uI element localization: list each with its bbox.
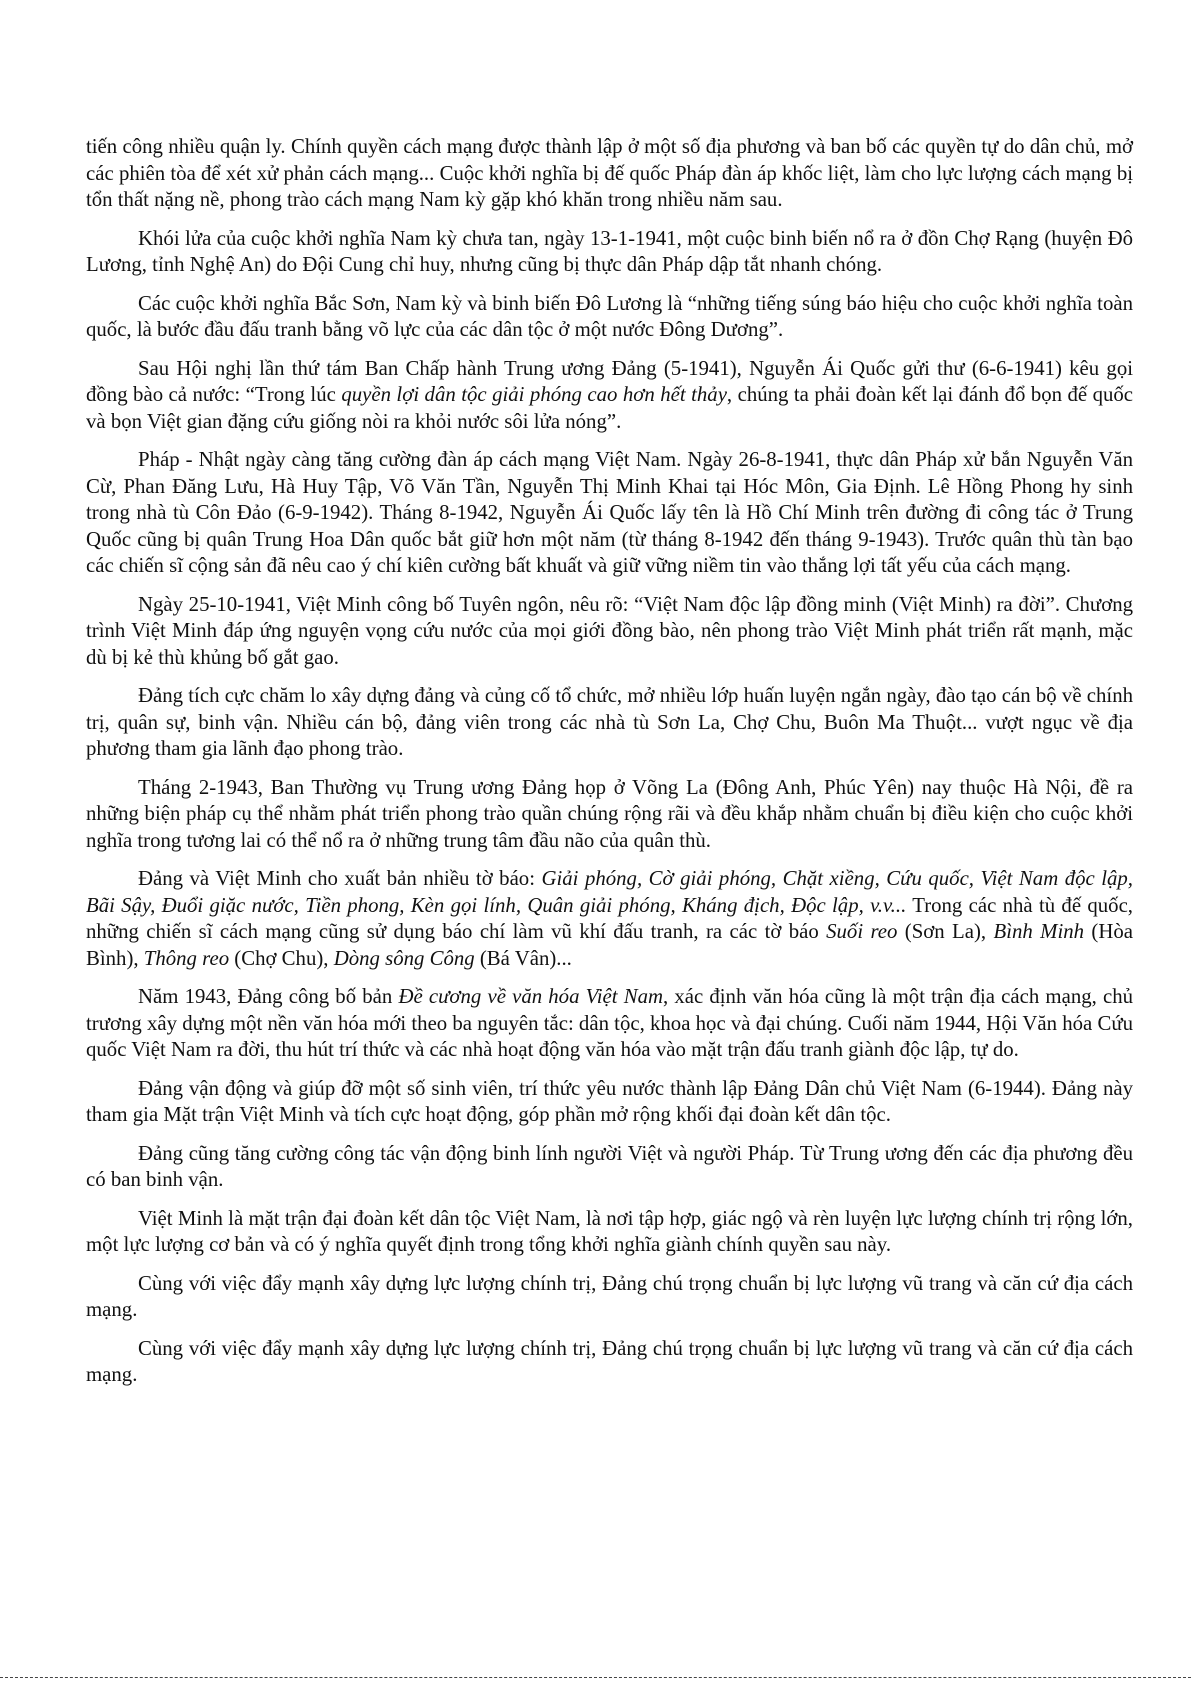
- text-run: Pháp - Nhật ngày càng tăng cường đàn áp cách mạng Việt Nam. Ngày 26-8-1941, thực dân Pháp xử bắn Nguyễn Văn Cừ, Phan Đăng Lưu, Hà Huy Tập, Võ Văn Tần, Nguyễn Thị Minh Khai tại Hóc Môn, Gia Định. Lê Hồng Phong hy sinh trong nhà tù Côn Đảo (6-9-1942). Tháng 8-1942, Nguyễn Ái Quốc lấy tên là Hồ Chí Minh trên đường đi công tác ở Trung Quốc cũng bị quân Trung Hoa Dân quốc bắt giữ hơn một năm (từ tháng 8-1942 đến tháng 9-1943). Trước quân thù tàn bạo các chiến sĩ cộng sản đã nêu cao ý chí kiên cường bất khuất và giữ vững niềm tin vào thắng lợi tất yếu của cách mạng.: [86, 448, 1133, 577]
- italic-text-run: Bình Minh: [993, 920, 1085, 943]
- italic-text-run: Dòng sông Công: [333, 946, 475, 970]
- italic-text-run: Suối reo: [826, 920, 898, 943]
- paragraph: [86, 775, 1133, 855]
- text-run: Năm 1943, Đảng công bố bản: [138, 985, 399, 1008]
- italic-text-run: Giải phóng, Cờ giải phóng, Chặt xiềng, Cứu quốc, Việt Nam độc lập, Bãi Sậy, Đuổi giặc nước, Tiền phong, Kèn gọi lính, Quân giải phóng, Kháng địch, Độc lập, v.v...: [86, 867, 1134, 917]
- italic-text-run: Thông reo: [143, 946, 230, 970]
- text-run: (Bá Vân)...: [474, 946, 572, 970]
- text-run: Cùng với việc đẩy mạnh xây dựng lực lượng chính trị, Đảng chú trọng chuẩn bị lực lượng vũ trang và căn cứ địa cách mạng.: [86, 1336, 1133, 1386]
- paragraph: [86, 683, 1133, 763]
- paragraph: [86, 291, 1133, 344]
- text-run: Tháng 2-1943, Ban Thường vụ Trung ương Đảng họp ở Võng La (Đông Anh, Phúc Yên) nay thuộc Hà Nội, đề ra những biện pháp cụ thể nhằm phát triển phong trào quần chúng rộng rãi và đều khắp nhằm chuẩn bị điều kiện cho cuộc khởi nghĩa trong tương lai có thể nổ ra ở những trung tâm đầu não của quân thù.: [86, 775, 1133, 852]
- text-run: Đảng vận động và giúp đỡ một số sinh viên, trí thức yêu nước thành lập Đảng Dân chủ Việt Nam (6-1944). Đảng này tham gia Mặt trận Việt Minh và tích cực hoạt động, góp phần mở rộng khối đại đoàn kết dân tộc.: [86, 1076, 1133, 1126]
- paragraph: [86, 1336, 1133, 1389]
- paragraph: [86, 226, 1133, 279]
- text-run: Các cuộc khởi nghĩa Bắc Sơn, Nam kỳ và binh biến Đô Lương là “những tiếng súng báo hiệu cho cuộc khởi nghĩa toàn quốc, là bước đầu đấu tranh bằng võ lực của các dân tộc ở một nước Đông Dương”.: [86, 291, 1133, 341]
- text-run: Trong các nhà tù đế quốc, những chiến sĩ cách mạng cũng sử dụng báo chí làm vũ khí đấu tranh, ra các tờ báo: [86, 893, 1133, 943]
- italic-text-run: quyền lợi dân tộc giải phóng cao hơn hết thảy: [341, 383, 727, 406]
- text-run: , chúng ta phải đoàn kết lại đánh đổ bọn đế quốc và bọn Việt gian đặng cứu giống nòi ra khỏi nước sôi lửa nóng”.: [86, 383, 1133, 433]
- text-run: Ngày 25-10-1941, Việt Minh công bố Tuyên ngôn, nêu rõ: “Việt Nam độc lập đồng minh (Việt Minh) ra đời”. Chương trình Việt Minh đáp ứng nguyện vọng cứu nước của mọi giới đồng bào, nên phong trào Việt Minh phát triển rất mạnh, mặc dù bị kẻ thù khủng bố gắt gao.: [86, 592, 1133, 669]
- document-body: [86, 134, 1133, 1401]
- paragraph: [86, 1141, 1133, 1194]
- paragraph: [86, 1076, 1133, 1129]
- text-run: Đảng cũng tăng cường công tác vận động binh lính người Việt và người Pháp. Từ Trung ương đến các địa phương đều có ban binh vận.: [86, 1141, 1133, 1191]
- text-run: Việt Minh là mặt trận đại đoàn kết dân tộc Việt Nam, là nơi tập hợp, giác ngộ và rèn luyện lực lượng chính trị rộng lớn, một lực lượng cơ bản và có ý nghĩa quyết định trong tổng khởi nghĩa giành chính quyền sau này.: [86, 1206, 1133, 1256]
- text-run: Đảng và Việt Minh cho xuất bản nhiều tờ báo:: [138, 867, 542, 890]
- paragraph: [86, 866, 1133, 972]
- footer-divider: [0, 1677, 1191, 1678]
- text-run: Sau Hội nghị lần thứ tám Ban Chấp hành Trung ương Đảng (5-1941), Nguyễn Ái Quốc gửi thư (6-6-1941) kêu gọi đồng bào cả nước: “Trong lúc: [86, 356, 1133, 406]
- paragraph: [86, 1206, 1133, 1259]
- text-run: Đảng tích cực chăm lo xây dựng đảng và củng cố tổ chức, mở nhiều lớp huấn luyện ngắn ngày, đào tạo cán bộ về chính trị, quân sự, binh vận. Nhiều cán bộ, đảng viên trong các nhà tù Sơn La, Chợ Chu, Buôn Ma Thuột... vượt ngục về địa phương tham gia lãnh đạo phong trào.: [86, 684, 1133, 760]
- text-run: Khói lửa của cuộc khởi nghĩa Nam kỳ chưa tan, ngày 13-1-1941, một cuộc binh biến nổ ra ở đồn Chợ Rạng (huyện Đô Lương, tỉnh Nghệ An) do Đội Cung chỉ huy, nhưng cũng bị thực dân Pháp dập tắt nhanh chóng.: [86, 226, 1133, 276]
- italic-text-run: Đề cương về văn hóa Việt Nam: [398, 985, 664, 1008]
- text-run: (Hòa Bình),: [86, 920, 1133, 970]
- paragraph: [86, 984, 1133, 1064]
- paragraph: [86, 1271, 1133, 1324]
- text-run: tiến công nhiều quận ly. Chính quyền cách mạng được thành lập ở một số địa phương và ban bố các quyền tự do dân chủ, mở các phiên tòa để xét xử phản cách mạng... Cuộc khởi nghĩa bị đế quốc Pháp đàn áp khốc liệt, làm cho lực lượng cách mạng bị tổn thất nặng nề, phong trào cách mạng Nam kỳ gặp khó khăn trong nhiều năm sau.: [86, 135, 1133, 211]
- text-run: Cùng với việc đẩy mạnh xây dựng lực lượng chính trị, Đảng chú trọng chuẩn bị lực lượng vũ trang và căn cứ địa cách mạng.: [86, 1271, 1133, 1321]
- paragraph: [86, 447, 1133, 580]
- text-run: (Chợ Chu),: [229, 946, 334, 970]
- paragraph: [86, 134, 1133, 214]
- text-run: (Sơn La),: [897, 920, 994, 943]
- paragraph: [86, 592, 1133, 672]
- paragraph: [86, 356, 1133, 436]
- text-run: , xác định văn hóa cũng là một trận địa cách mạng, chủ trương xây dựng một nền văn hóa mới theo ba nguyên tắc: dân tộc, khoa học và đại chúng. Cuối năm 1944, Hội Văn hóa Cứu quốc Việt Nam ra đời, thu hút trí thức và các nhà hoạt động văn hóa vào mặt trận đấu tranh giành độc lập, tự do.: [86, 985, 1133, 1061]
